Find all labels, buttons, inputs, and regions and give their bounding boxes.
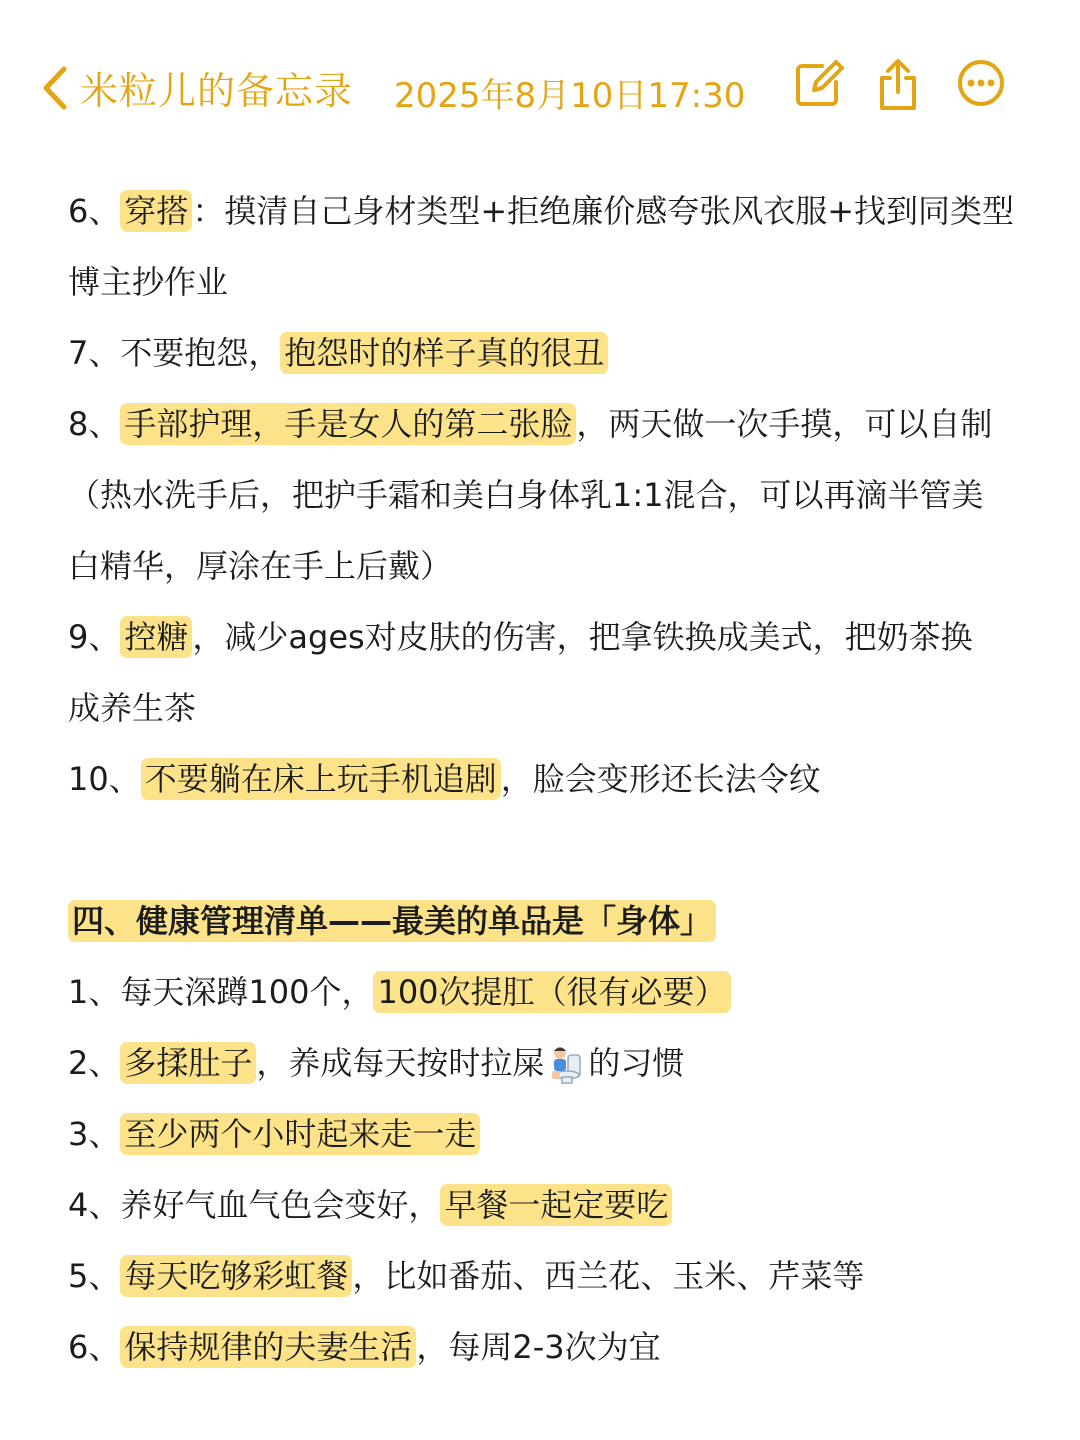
share-icon[interactable]: [874, 58, 922, 112]
note-line: （热水洗手后，把护手霜和美白身体乳1:1混合，可以再滴半管美: [68, 476, 984, 514]
compose-icon[interactable]: [792, 58, 844, 110]
highlight: 100次提肛（很有必要）: [373, 971, 730, 1013]
note-body[interactable]: [68, 176, 1048, 1383]
back-button[interactable]: [38, 60, 353, 115]
note-line: 9、 控糖 ，减少ages对皮肤的伤害，把拿铁换成美式，把奶茶换: [68, 618, 973, 656]
note-line: 6、 保持规律的夫妻生活 ，每周2-3次为宜: [68, 1328, 661, 1366]
note-line: 2、 多揉肚子 ，养成每天按时拉屎 的习惯: [68, 1028, 1048, 1099]
back-label: 米粒儿的备忘录: [80, 69, 354, 113]
note-datetime: 2025年8月10日17:30: [394, 76, 746, 116]
note-line: 博主抄作业: [68, 263, 229, 301]
highlight: 四、健康管理清单——最美的单品是「身体」: [68, 900, 716, 942]
note-line: 1、每天深蹲100个， 100次提肛（很有必要）: [68, 957, 1048, 1028]
chevron-left-icon: [38, 65, 72, 111]
note-line: 白精华，厚涂在手上后戴）: [68, 547, 453, 585]
more-icon[interactable]: [956, 58, 1006, 108]
highlight: 至少两个小时起来走一走: [120, 1113, 480, 1155]
note-line: 成养生茶: [68, 689, 197, 727]
note-line: 4、养好气血气色会变好， 早餐一起定要吃: [68, 1170, 1048, 1241]
highlight: 多揉肚子: [120, 1042, 256, 1084]
highlight: 控糖: [120, 616, 192, 658]
blank-line: [68, 815, 1048, 886]
highlight: 不要躺在床上玩手机追剧: [141, 758, 501, 800]
note-line: 8、 手部护理，手是女人的第二张脸 ，两天做一次手摸，可以自制: [68, 405, 993, 443]
note-line: 10、 不要躺在床上玩手机追剧 ，脸会变形还长法令纹: [68, 760, 821, 798]
note-line: 6、 穿搭 ：摸清自己身材类型+拒绝廉价感夸张风衣服+找到同类型: [68, 192, 1015, 230]
highlight: 每天吃够彩虹餐: [120, 1255, 352, 1297]
note-line: 5、 每天吃够彩虹餐 ，比如番茄、西兰花、玉米、芹菜等: [68, 1257, 865, 1295]
top-bar: [0, 40, 1080, 136]
highlight: 保持规律的夫妻生活: [120, 1326, 416, 1368]
section-heading: [68, 886, 1048, 957]
note-line: 7、不要抱怨， 抱怨时的样子真的很丑: [68, 318, 1048, 389]
toilet-emoji-icon: [548, 1045, 582, 1085]
highlight: 手部护理，手是女人的第二张脸: [120, 403, 576, 445]
highlight: 抱怨时的样子真的很丑: [280, 332, 608, 374]
highlight: 穿搭: [120, 190, 192, 232]
highlight: 早餐一起定要吃: [440, 1184, 672, 1226]
note-line: 3、 至少两个小时起来走一走: [68, 1099, 1048, 1170]
